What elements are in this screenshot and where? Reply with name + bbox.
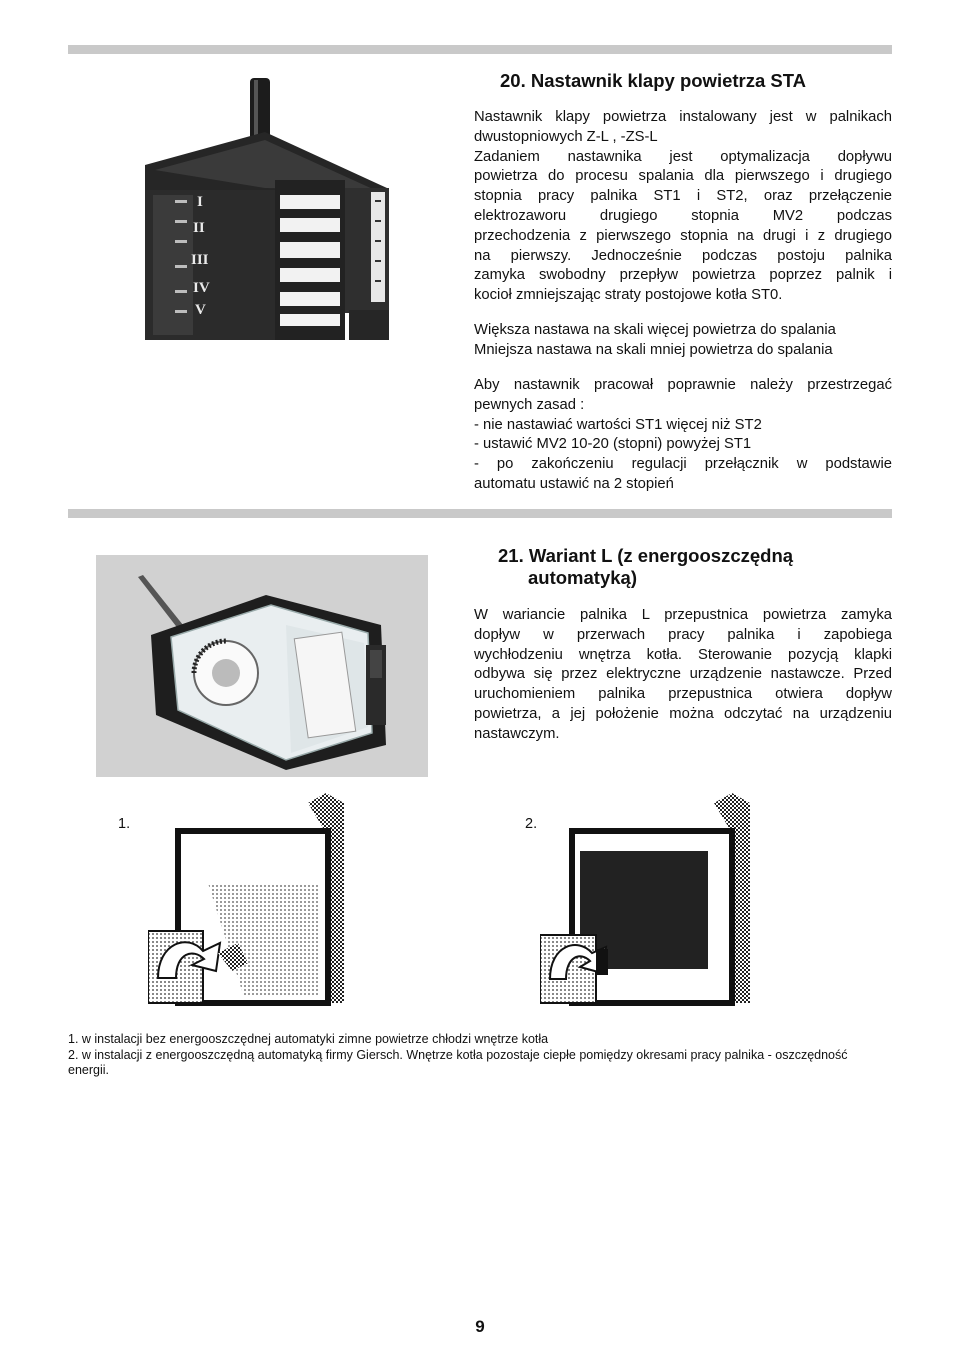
figure-captions (68, 1032, 892, 1079)
text-line: dopływ w przerwach pracy palnika i zapobiega (474, 626, 892, 643)
text-line: - ustawić MV2 10-20 (stopni) powyżej ST1 (474, 436, 752, 453)
electric-actuator-photo (96, 555, 428, 777)
text-line: przechodzenia z pierwszego stopnia na drugi i z drugiego (474, 227, 892, 244)
caption-line: 2. w instalacji z energooszczędną automatyką firmy Giersch. Wnętrze kotła pozostaje ciepłe pomiędzy okresami pracy palnika - oszczędność (68, 1047, 848, 1062)
cam-label-2: II (193, 220, 205, 236)
page-number: 9 (475, 1317, 485, 1336)
diagram-with-automation (540, 793, 772, 1015)
text-line: dwustopniowych Z-L , -ZS-L (474, 128, 658, 145)
scale-plate (371, 192, 385, 302)
cam-label-3: III (191, 252, 209, 268)
caption-line: energii. (68, 1063, 109, 1077)
text-line: Aby nastawnik pracował poprawnie należy przestrzegać (474, 377, 892, 393)
caption-line: 1. w instalacji bez energooszczędnej automatyki zimne powietrze chłodzi wnętrze kotła (68, 1032, 549, 1046)
title-line: 21. Wariant L (z energooszczędną (498, 545, 794, 566)
title-line: automatyką) (528, 567, 637, 588)
text-line: stopnia pracy palnika ST1 i ST2, oraz przełączenie (474, 188, 892, 205)
closed-damper (596, 949, 608, 975)
text-line: kocioł zmniejszając straty postojowe kotła ST0. (474, 287, 783, 304)
figure-label-2: 2. (525, 816, 538, 832)
text-line: Zadaniem nastawnika jest optymalizacja dopływu (474, 148, 892, 165)
text-line: powietrza do procesu spalania dla pierwszego i drugiego (474, 168, 892, 185)
text-line: uruchomieniem palnika przepustnica otwiera dopływ (474, 686, 892, 703)
cam-label-4: IV (193, 280, 210, 296)
diagram-without-automation (148, 793, 372, 1015)
text-line: - nie nastawiać wartości ST1 więcej niż ST2 (474, 416, 762, 433)
text-line: wychłodzeniu wnętrza kotła. Sterowanie pozycją klapki (474, 646, 892, 663)
text-line: na pierwszy. Jednocześnie podczas postoju palnika (474, 247, 892, 264)
text-line: - po zakończeniu regulacji przełącznik w podstawie (474, 456, 892, 473)
text-line: powietrza, a jej położenie można odczytać na urządzeniu (474, 705, 892, 722)
text-line: elektrozaworu drugiego stopnia MV2 podczas (474, 207, 892, 224)
actuator-photo (135, 70, 400, 352)
text-line: Mniejsza nastawa na skali mniej powietrza do spalania (474, 341, 833, 358)
rules-paragraph (474, 376, 892, 495)
scale-note (474, 321, 892, 361)
text-line: Większa nastawa na skali więcej powietrza do spalania (474, 322, 836, 338)
text-line: pewnych zasad : (474, 396, 585, 413)
text-line: zamyka swobodny przepływ powietrza poprzez palnik i (474, 267, 892, 284)
top-rule (68, 45, 892, 54)
cam-label-1: I (197, 194, 203, 210)
middle-rule (68, 509, 892, 518)
text-line: odbywa się przez elektryczne urządzenie nastawcze. Przed (474, 666, 892, 683)
figure-label-1: 1. (118, 816, 131, 832)
text-line: Nastawnik klapy powietrza instalowany jest w palnikach (474, 109, 892, 125)
section20-title: 20. Nastawnik klapy powietrza STA (500, 70, 807, 91)
section20-paragraph (474, 108, 892, 306)
section21-paragraph (474, 606, 892, 745)
text-line: nastawczym. (474, 725, 560, 742)
text-line: automatu ustawić na 2 stopień (474, 475, 674, 492)
text-line: W wariancie palnika L przepustnica powietrza zamyka (474, 607, 892, 623)
cam-label-5: V (195, 302, 206, 318)
section21-title (498, 545, 793, 589)
